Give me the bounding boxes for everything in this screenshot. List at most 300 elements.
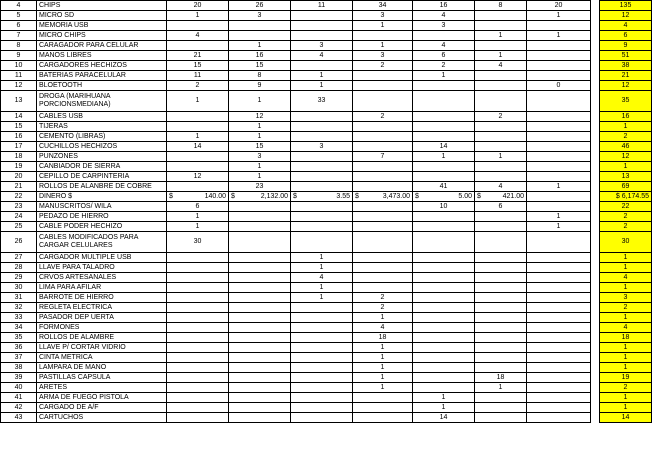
count-cell[interactable]: [527, 152, 591, 162]
row-number[interactable]: 12: [1, 81, 37, 91]
total-cell[interactable]: 22: [600, 202, 652, 212]
count-cell[interactable]: [229, 353, 291, 363]
row-number[interactable]: 31: [1, 293, 37, 303]
count-cell[interactable]: [413, 283, 475, 293]
count-cell[interactable]: [413, 383, 475, 393]
count-cell[interactable]: [527, 142, 591, 152]
total-cell[interactable]: 12: [600, 11, 652, 21]
count-cell[interactable]: [167, 333, 229, 343]
row-number[interactable]: 17: [1, 142, 37, 152]
count-cell[interactable]: 1: [353, 41, 413, 51]
row-number[interactable]: 28: [1, 263, 37, 273]
count-cell[interactable]: 4: [475, 61, 527, 71]
count-cell[interactable]: [475, 273, 527, 283]
item-name-cell[interactable]: MICRO SD: [37, 11, 167, 21]
count-cell[interactable]: 11: [167, 71, 229, 81]
count-cell[interactable]: [527, 323, 591, 333]
count-cell[interactable]: [291, 343, 353, 353]
count-cell[interactable]: 2: [167, 81, 229, 91]
count-cell[interactable]: [167, 122, 229, 132]
count-cell[interactable]: 1: [167, 11, 229, 21]
row-number[interactable]: 10: [1, 61, 37, 71]
count-cell[interactable]: [291, 61, 353, 71]
count-cell[interactable]: 11: [291, 1, 353, 11]
count-cell[interactable]: [291, 21, 353, 31]
count-cell[interactable]: 1: [291, 71, 353, 81]
count-cell[interactable]: [291, 403, 353, 413]
count-cell[interactable]: [527, 413, 591, 423]
row-number[interactable]: 35: [1, 333, 37, 343]
count-cell[interactable]: [229, 343, 291, 353]
count-cell[interactable]: [291, 232, 353, 253]
count-cell[interactable]: [291, 313, 353, 323]
count-cell[interactable]: [167, 393, 229, 403]
count-cell[interactable]: [229, 333, 291, 343]
count-cell[interactable]: 3: [353, 11, 413, 21]
row-number[interactable]: 32: [1, 303, 37, 313]
count-cell[interactable]: 3: [291, 142, 353, 152]
count-cell[interactable]: 18: [475, 373, 527, 383]
count-cell[interactable]: [413, 172, 475, 182]
count-cell[interactable]: 1: [229, 132, 291, 142]
row-number[interactable]: 21: [1, 182, 37, 192]
row-number[interactable]: 33: [1, 313, 37, 323]
count-cell[interactable]: [475, 263, 527, 273]
count-cell[interactable]: [229, 283, 291, 293]
count-cell[interactable]: 1: [527, 11, 591, 21]
count-cell[interactable]: 12: [167, 172, 229, 182]
count-cell[interactable]: [167, 353, 229, 363]
count-cell[interactable]: 1: [527, 182, 591, 192]
count-cell[interactable]: 8: [229, 71, 291, 81]
count-cell[interactable]: 1: [413, 152, 475, 162]
money-cell[interactable]: $ 5.00: [413, 192, 475, 202]
row-number[interactable]: 42: [1, 403, 37, 413]
total-cell[interactable]: 4: [600, 323, 652, 333]
count-cell[interactable]: [475, 162, 527, 172]
count-cell[interactable]: [291, 162, 353, 172]
count-cell[interactable]: [291, 122, 353, 132]
item-name-cell[interactable]: LLAVE PARA TALADRO: [37, 263, 167, 273]
count-cell[interactable]: [167, 283, 229, 293]
item-name-cell[interactable]: FORMONES: [37, 323, 167, 333]
count-cell[interactable]: [413, 81, 475, 91]
count-cell[interactable]: 1: [353, 343, 413, 353]
count-cell[interactable]: [475, 303, 527, 313]
count-cell[interactable]: [229, 393, 291, 403]
count-cell[interactable]: [353, 122, 413, 132]
count-cell[interactable]: [527, 132, 591, 142]
count-cell[interactable]: [527, 91, 591, 112]
count-cell[interactable]: 20: [527, 1, 591, 11]
row-number[interactable]: 14: [1, 112, 37, 122]
count-cell[interactable]: [291, 11, 353, 21]
item-name-cell[interactable]: CANBIADOR DE SIERRA: [37, 162, 167, 172]
count-cell[interactable]: [167, 21, 229, 31]
count-cell[interactable]: 3: [413, 21, 475, 31]
count-cell[interactable]: [475, 293, 527, 303]
count-cell[interactable]: [229, 413, 291, 423]
count-cell[interactable]: 4: [475, 182, 527, 192]
count-cell[interactable]: [527, 202, 591, 212]
total-cell[interactable]: 4: [600, 273, 652, 283]
count-cell[interactable]: [229, 383, 291, 393]
total-cell[interactable]: 38: [600, 61, 652, 71]
count-cell[interactable]: 26: [229, 1, 291, 11]
total-cell[interactable]: 19: [600, 373, 652, 383]
count-cell[interactable]: 6: [475, 202, 527, 212]
count-cell[interactable]: [413, 313, 475, 323]
total-cell[interactable]: 1: [600, 263, 652, 273]
row-number[interactable]: 22: [1, 192, 37, 202]
count-cell[interactable]: [291, 31, 353, 41]
count-cell[interactable]: [167, 373, 229, 383]
count-cell[interactable]: [229, 323, 291, 333]
count-cell[interactable]: [291, 172, 353, 182]
count-cell[interactable]: 20: [167, 1, 229, 11]
count-cell[interactable]: 1: [353, 363, 413, 373]
count-cell[interactable]: 15: [229, 142, 291, 152]
count-cell[interactable]: [291, 222, 353, 232]
count-cell[interactable]: [291, 112, 353, 122]
total-cell[interactable]: 1: [600, 253, 652, 263]
total-cell[interactable]: 1: [600, 162, 652, 172]
item-name-cell[interactable]: PUNZONES: [37, 152, 167, 162]
row-number[interactable]: 19: [1, 162, 37, 172]
count-cell[interactable]: [291, 413, 353, 423]
count-cell[interactable]: 1: [413, 393, 475, 403]
count-cell[interactable]: [527, 112, 591, 122]
total-cell[interactable]: 1: [600, 343, 652, 353]
count-cell[interactable]: [353, 132, 413, 142]
count-cell[interactable]: [527, 51, 591, 61]
count-cell[interactable]: 1: [527, 212, 591, 222]
count-cell[interactable]: 2: [353, 303, 413, 313]
count-cell[interactable]: [353, 232, 413, 253]
count-cell[interactable]: [413, 273, 475, 283]
total-cell[interactable]: 1: [600, 313, 652, 323]
count-cell[interactable]: [353, 172, 413, 182]
money-cell[interactable]: $ 3.55: [291, 192, 353, 202]
count-cell[interactable]: 9: [229, 81, 291, 91]
count-cell[interactable]: [229, 313, 291, 323]
count-cell[interactable]: [527, 61, 591, 71]
row-number[interactable]: 8: [1, 41, 37, 51]
count-cell[interactable]: 4: [413, 11, 475, 21]
total-cell[interactable]: 1: [600, 353, 652, 363]
count-cell[interactable]: [413, 162, 475, 172]
total-cell[interactable]: 1: [600, 393, 652, 403]
count-cell[interactable]: [413, 353, 475, 363]
total-cell[interactable]: 2: [600, 132, 652, 142]
row-number[interactable]: 5: [1, 11, 37, 21]
count-cell[interactable]: [353, 413, 413, 423]
count-cell[interactable]: 1: [527, 31, 591, 41]
count-cell[interactable]: 2: [353, 112, 413, 122]
count-cell[interactable]: 1: [291, 263, 353, 273]
total-cell[interactable]: 21: [600, 71, 652, 81]
item-name-cell[interactable]: REGLETA ELECTRICA: [37, 303, 167, 313]
total-cell[interactable]: 46: [600, 142, 652, 152]
count-cell[interactable]: 7: [353, 152, 413, 162]
count-cell[interactable]: [167, 112, 229, 122]
count-cell[interactable]: 18: [353, 333, 413, 343]
count-cell[interactable]: 3: [291, 41, 353, 51]
count-cell[interactable]: [413, 122, 475, 132]
count-cell[interactable]: 4: [413, 41, 475, 51]
total-cell[interactable]: 135: [600, 1, 652, 11]
count-cell[interactable]: [475, 91, 527, 112]
count-cell[interactable]: [353, 403, 413, 413]
count-cell[interactable]: [167, 41, 229, 51]
count-cell[interactable]: 1: [229, 122, 291, 132]
row-number[interactable]: 11: [1, 71, 37, 81]
count-cell[interactable]: 3: [353, 51, 413, 61]
count-cell[interactable]: [475, 232, 527, 253]
count-cell[interactable]: [475, 253, 527, 263]
count-cell[interactable]: [167, 383, 229, 393]
item-name-cell[interactable]: LAMPARA DE MANO: [37, 363, 167, 373]
row-number[interactable]: 34: [1, 323, 37, 333]
count-cell[interactable]: [167, 323, 229, 333]
count-cell[interactable]: 0: [527, 81, 591, 91]
count-cell[interactable]: [353, 283, 413, 293]
count-cell[interactable]: 1: [167, 132, 229, 142]
count-cell[interactable]: [475, 212, 527, 222]
row-number[interactable]: 41: [1, 393, 37, 403]
count-cell[interactable]: 2: [475, 112, 527, 122]
count-cell[interactable]: 4: [167, 31, 229, 41]
count-cell[interactable]: 15: [167, 61, 229, 71]
item-name-cell[interactable]: CUCHILLOS HECHIZOS: [37, 142, 167, 152]
total-cell[interactable]: 2: [600, 303, 652, 313]
count-cell[interactable]: [527, 283, 591, 293]
count-cell[interactable]: [527, 172, 591, 182]
count-cell[interactable]: [353, 202, 413, 212]
row-number[interactable]: 13: [1, 91, 37, 112]
count-cell[interactable]: [167, 273, 229, 283]
row-number[interactable]: 26: [1, 232, 37, 253]
item-name-cell[interactable]: ARETES: [37, 383, 167, 393]
total-cell[interactable]: 12: [600, 81, 652, 91]
row-number[interactable]: 6: [1, 21, 37, 31]
count-cell[interactable]: [413, 31, 475, 41]
count-cell[interactable]: [353, 263, 413, 273]
money-cell[interactable]: $ 2,132.00: [229, 192, 291, 202]
item-name-cell[interactable]: ARMA DE FUEGO PISTOLA: [37, 393, 167, 403]
row-number[interactable]: 7: [1, 31, 37, 41]
row-number[interactable]: 36: [1, 343, 37, 353]
count-cell[interactable]: 1: [167, 91, 229, 112]
count-cell[interactable]: [475, 122, 527, 132]
item-name-cell[interactable]: PASADOR DEP UERTA: [37, 313, 167, 323]
count-cell[interactable]: [353, 81, 413, 91]
count-cell[interactable]: [475, 393, 527, 403]
item-name-cell[interactable]: MICRO CHIPS: [37, 31, 167, 41]
count-cell[interactable]: [527, 192, 591, 202]
row-number[interactable]: 38: [1, 363, 37, 373]
count-cell[interactable]: [353, 71, 413, 81]
row-number[interactable]: 24: [1, 212, 37, 222]
count-cell[interactable]: 14: [413, 413, 475, 423]
total-cell[interactable]: 51: [600, 51, 652, 61]
count-cell[interactable]: 16: [229, 51, 291, 61]
count-cell[interactable]: [527, 353, 591, 363]
item-name-cell[interactable]: CINTA METRICA: [37, 353, 167, 363]
count-cell[interactable]: [291, 353, 353, 363]
count-cell[interactable]: [167, 182, 229, 192]
count-cell[interactable]: [291, 333, 353, 343]
count-cell[interactable]: [475, 313, 527, 323]
item-name-cell[interactable]: CEMENTO (LIBRAS): [37, 132, 167, 142]
count-cell[interactable]: [353, 393, 413, 403]
count-cell[interactable]: [291, 202, 353, 212]
count-cell[interactable]: [527, 162, 591, 172]
count-cell[interactable]: [229, 212, 291, 222]
count-cell[interactable]: [475, 132, 527, 142]
item-name-cell[interactable]: BARROTE DE HIERRO: [37, 293, 167, 303]
count-cell[interactable]: 10: [413, 202, 475, 212]
count-cell[interactable]: [167, 152, 229, 162]
count-cell[interactable]: [291, 363, 353, 373]
count-cell[interactable]: 1: [291, 253, 353, 263]
item-name-cell[interactable]: CEPILLO DE CARPINTERIA: [37, 172, 167, 182]
count-cell[interactable]: 1: [353, 383, 413, 393]
count-cell[interactable]: [475, 21, 527, 31]
item-name-cell[interactable]: CABLES USB: [37, 112, 167, 122]
count-cell[interactable]: [475, 353, 527, 363]
total-cell[interactable]: 1: [600, 403, 652, 413]
count-cell[interactable]: 6: [413, 51, 475, 61]
count-cell[interactable]: [229, 363, 291, 373]
count-cell[interactable]: 21: [167, 51, 229, 61]
count-cell[interactable]: 1: [229, 172, 291, 182]
row-number[interactable]: 39: [1, 373, 37, 383]
count-cell[interactable]: [413, 373, 475, 383]
count-cell[interactable]: [167, 343, 229, 353]
count-cell[interactable]: [353, 91, 413, 112]
count-cell[interactable]: [413, 212, 475, 222]
count-cell[interactable]: [413, 293, 475, 303]
count-cell[interactable]: [353, 222, 413, 232]
row-number[interactable]: 18: [1, 152, 37, 162]
count-cell[interactable]: [475, 142, 527, 152]
count-cell[interactable]: [353, 31, 413, 41]
total-cell[interactable]: 3: [600, 293, 652, 303]
row-number[interactable]: 16: [1, 132, 37, 142]
count-cell[interactable]: [167, 403, 229, 413]
count-cell[interactable]: 33: [291, 91, 353, 112]
count-cell[interactable]: [475, 333, 527, 343]
count-cell[interactable]: 1: [353, 353, 413, 363]
count-cell[interactable]: [167, 253, 229, 263]
row-number[interactable]: 40: [1, 383, 37, 393]
item-name-cell[interactable]: CHIPS: [37, 1, 167, 11]
count-cell[interactable]: [291, 323, 353, 333]
count-cell[interactable]: 3: [229, 152, 291, 162]
count-cell[interactable]: [527, 21, 591, 31]
row-number[interactable]: 15: [1, 122, 37, 132]
item-name-cell[interactable]: CARGADO DE A/F: [37, 403, 167, 413]
count-cell[interactable]: 1: [475, 383, 527, 393]
count-cell[interactable]: [527, 333, 591, 343]
count-cell[interactable]: [413, 263, 475, 273]
count-cell[interactable]: [291, 303, 353, 313]
count-cell[interactable]: [475, 403, 527, 413]
count-cell[interactable]: 1: [413, 403, 475, 413]
count-cell[interactable]: [527, 122, 591, 132]
count-cell[interactable]: 1: [353, 313, 413, 323]
count-cell[interactable]: [167, 263, 229, 273]
total-cell[interactable]: 1: [600, 283, 652, 293]
count-cell[interactable]: 1: [475, 51, 527, 61]
total-cell[interactable]: 14: [600, 413, 652, 423]
count-cell[interactable]: 12: [229, 112, 291, 122]
count-cell[interactable]: [229, 202, 291, 212]
count-cell[interactable]: 1: [353, 373, 413, 383]
count-cell[interactable]: [527, 71, 591, 81]
count-cell[interactable]: [167, 303, 229, 313]
count-cell[interactable]: 14: [413, 142, 475, 152]
count-cell[interactable]: 2: [353, 61, 413, 71]
row-number[interactable]: 37: [1, 353, 37, 363]
item-name-cell[interactable]: TIJERAS: [37, 122, 167, 132]
count-cell[interactable]: 4: [353, 323, 413, 333]
total-cell[interactable]: 2: [600, 212, 652, 222]
count-cell[interactable]: [527, 253, 591, 263]
count-cell[interactable]: 30: [167, 232, 229, 253]
count-cell[interactable]: 41: [413, 182, 475, 192]
item-name-cell[interactable]: ROLLOS DE ALAMBRE: [37, 333, 167, 343]
count-cell[interactable]: 1: [229, 91, 291, 112]
count-cell[interactable]: [527, 393, 591, 403]
count-cell[interactable]: [413, 363, 475, 373]
total-cell[interactable]: 16: [600, 112, 652, 122]
item-name-cell[interactable]: CRVOS ARTESANALES: [37, 273, 167, 283]
count-cell[interactable]: 4: [291, 273, 353, 283]
count-cell[interactable]: [229, 232, 291, 253]
row-number[interactable]: 25: [1, 222, 37, 232]
count-cell[interactable]: [475, 172, 527, 182]
count-cell[interactable]: 1: [353, 21, 413, 31]
item-name-cell[interactable]: PEDAZO DE HIERRO: [37, 212, 167, 222]
count-cell[interactable]: [475, 363, 527, 373]
count-cell[interactable]: [527, 303, 591, 313]
row-number[interactable]: 29: [1, 273, 37, 283]
count-cell[interactable]: [475, 71, 527, 81]
count-cell[interactable]: 2: [353, 293, 413, 303]
count-cell[interactable]: [527, 383, 591, 393]
count-cell[interactable]: 14: [167, 142, 229, 152]
count-cell[interactable]: [291, 373, 353, 383]
item-name-cell[interactable]: MEMORIA USB: [37, 21, 167, 31]
count-cell[interactable]: 16: [413, 1, 475, 11]
count-cell[interactable]: 1: [229, 41, 291, 51]
row-number[interactable]: 23: [1, 202, 37, 212]
count-cell[interactable]: [413, 112, 475, 122]
count-cell[interactable]: [413, 323, 475, 333]
count-cell[interactable]: 1: [229, 162, 291, 172]
count-cell[interactable]: [353, 273, 413, 283]
count-cell[interactable]: 1: [291, 81, 353, 91]
item-name-cell[interactable]: BATERIAS PARACELULAR: [37, 71, 167, 81]
count-cell[interactable]: [413, 333, 475, 343]
count-cell[interactable]: [413, 253, 475, 263]
count-cell[interactable]: 1: [413, 71, 475, 81]
item-name-cell[interactable]: CARGADOR MULTIPLE USB: [37, 253, 167, 263]
total-cell[interactable]: 2: [600, 383, 652, 393]
count-cell[interactable]: [413, 91, 475, 112]
